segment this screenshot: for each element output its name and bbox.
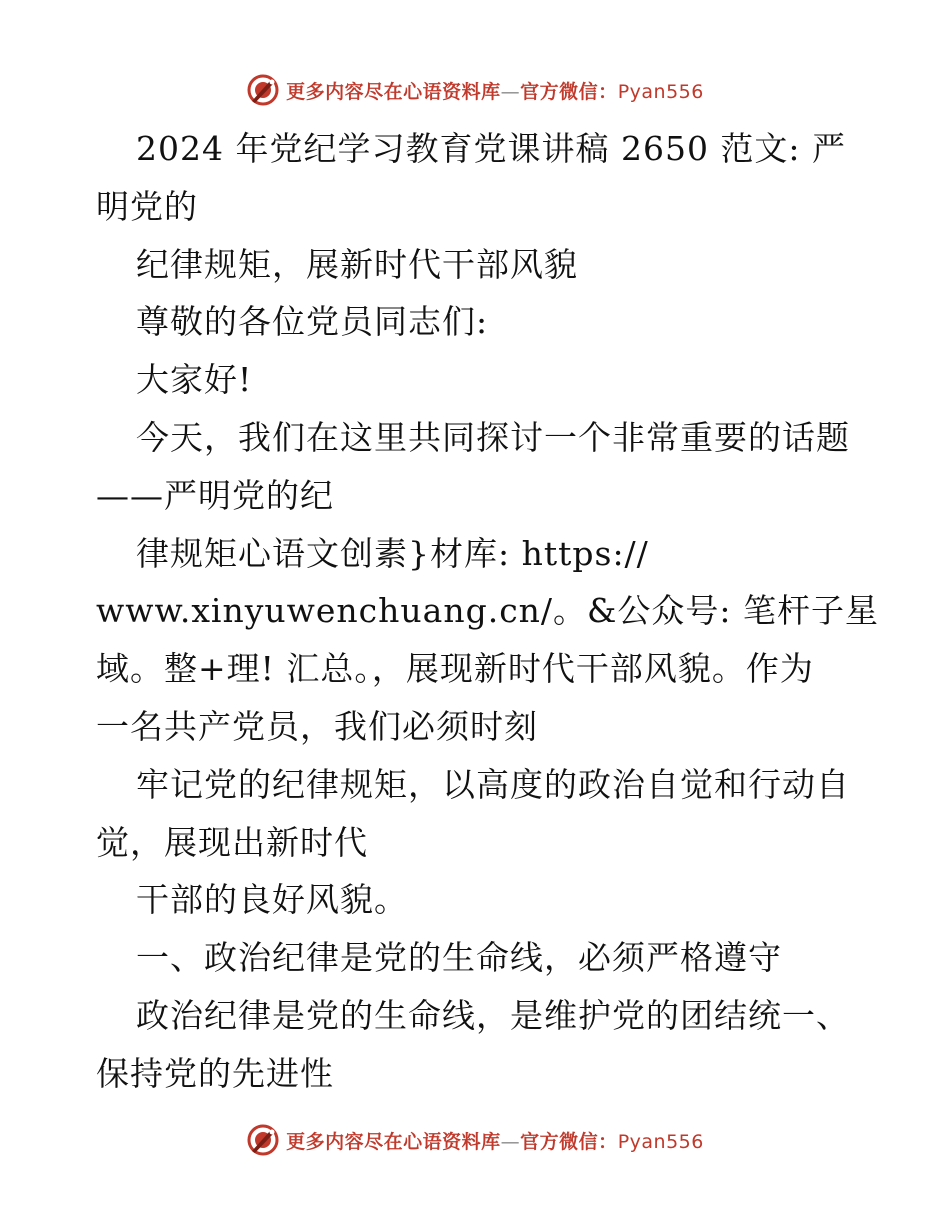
body-line: 明党的 [96, 186, 198, 226]
body-line: 牢记党的纪律规矩，以高度的政治自觉和行动自 [136, 764, 850, 804]
body-line: ——严明党的纪 [96, 475, 334, 515]
body-line: 律规矩心语文创素}材库: https:// [136, 533, 649, 573]
body-line: 干部的良好风貌。 [136, 880, 408, 920]
body-line: 觉，展现出新时代 [96, 822, 368, 862]
header-separator: — [500, 80, 521, 103]
body-line: 纪律规矩，展新时代干部风貌 [136, 244, 578, 284]
footer-separator: — [500, 1130, 521, 1153]
quill-seal-logo-icon [246, 1123, 280, 1157]
header-watermark-banner [0, 70, 950, 110]
body-line: 一名共产党员，我们必须时刻 [96, 706, 538, 746]
header-contact-label: 官方微信： [520, 80, 618, 103]
document-body [96, 120, 880, 1103]
footer-site-name: 更多内容尽在心语资料库 [286, 1130, 501, 1153]
body-line: 政治纪律是党的生命线，是维护党的团结统一、 [136, 995, 850, 1035]
body-line: 大家好! [136, 360, 253, 400]
header-watermark-text [286, 77, 704, 104]
header-contact-id: Pyan556 [617, 80, 704, 103]
body-line: 今天，我们在这里共同探讨一个非常重要的话题 [136, 417, 850, 457]
body-line: 域。整+理! 汇总。，展现新时代干部风貌。作为 [96, 649, 814, 689]
footer-watermark-banner [0, 1120, 950, 1160]
footer-watermark-text [286, 1127, 704, 1154]
footer-contact-id: Pyan556 [617, 1130, 704, 1153]
body-line: 尊敬的各位党员同志们: [136, 302, 489, 342]
section-heading: 一、政治纪律是党的生命线，必须严格遵守 [136, 938, 782, 978]
footer-contact-label: 官方微信： [520, 1130, 618, 1153]
body-line: 2024 年党纪学习教育党课讲稿 2650 范文: 严 [136, 129, 847, 168]
body-line: www.xinyuwenchuang.cn/。&公众号: 笔杆子星 [96, 591, 880, 631]
header-site-name: 更多内容尽在心语资料库 [286, 80, 501, 103]
body-line: 保持党的先进性 [96, 1053, 334, 1093]
quill-seal-logo-icon [246, 73, 280, 107]
